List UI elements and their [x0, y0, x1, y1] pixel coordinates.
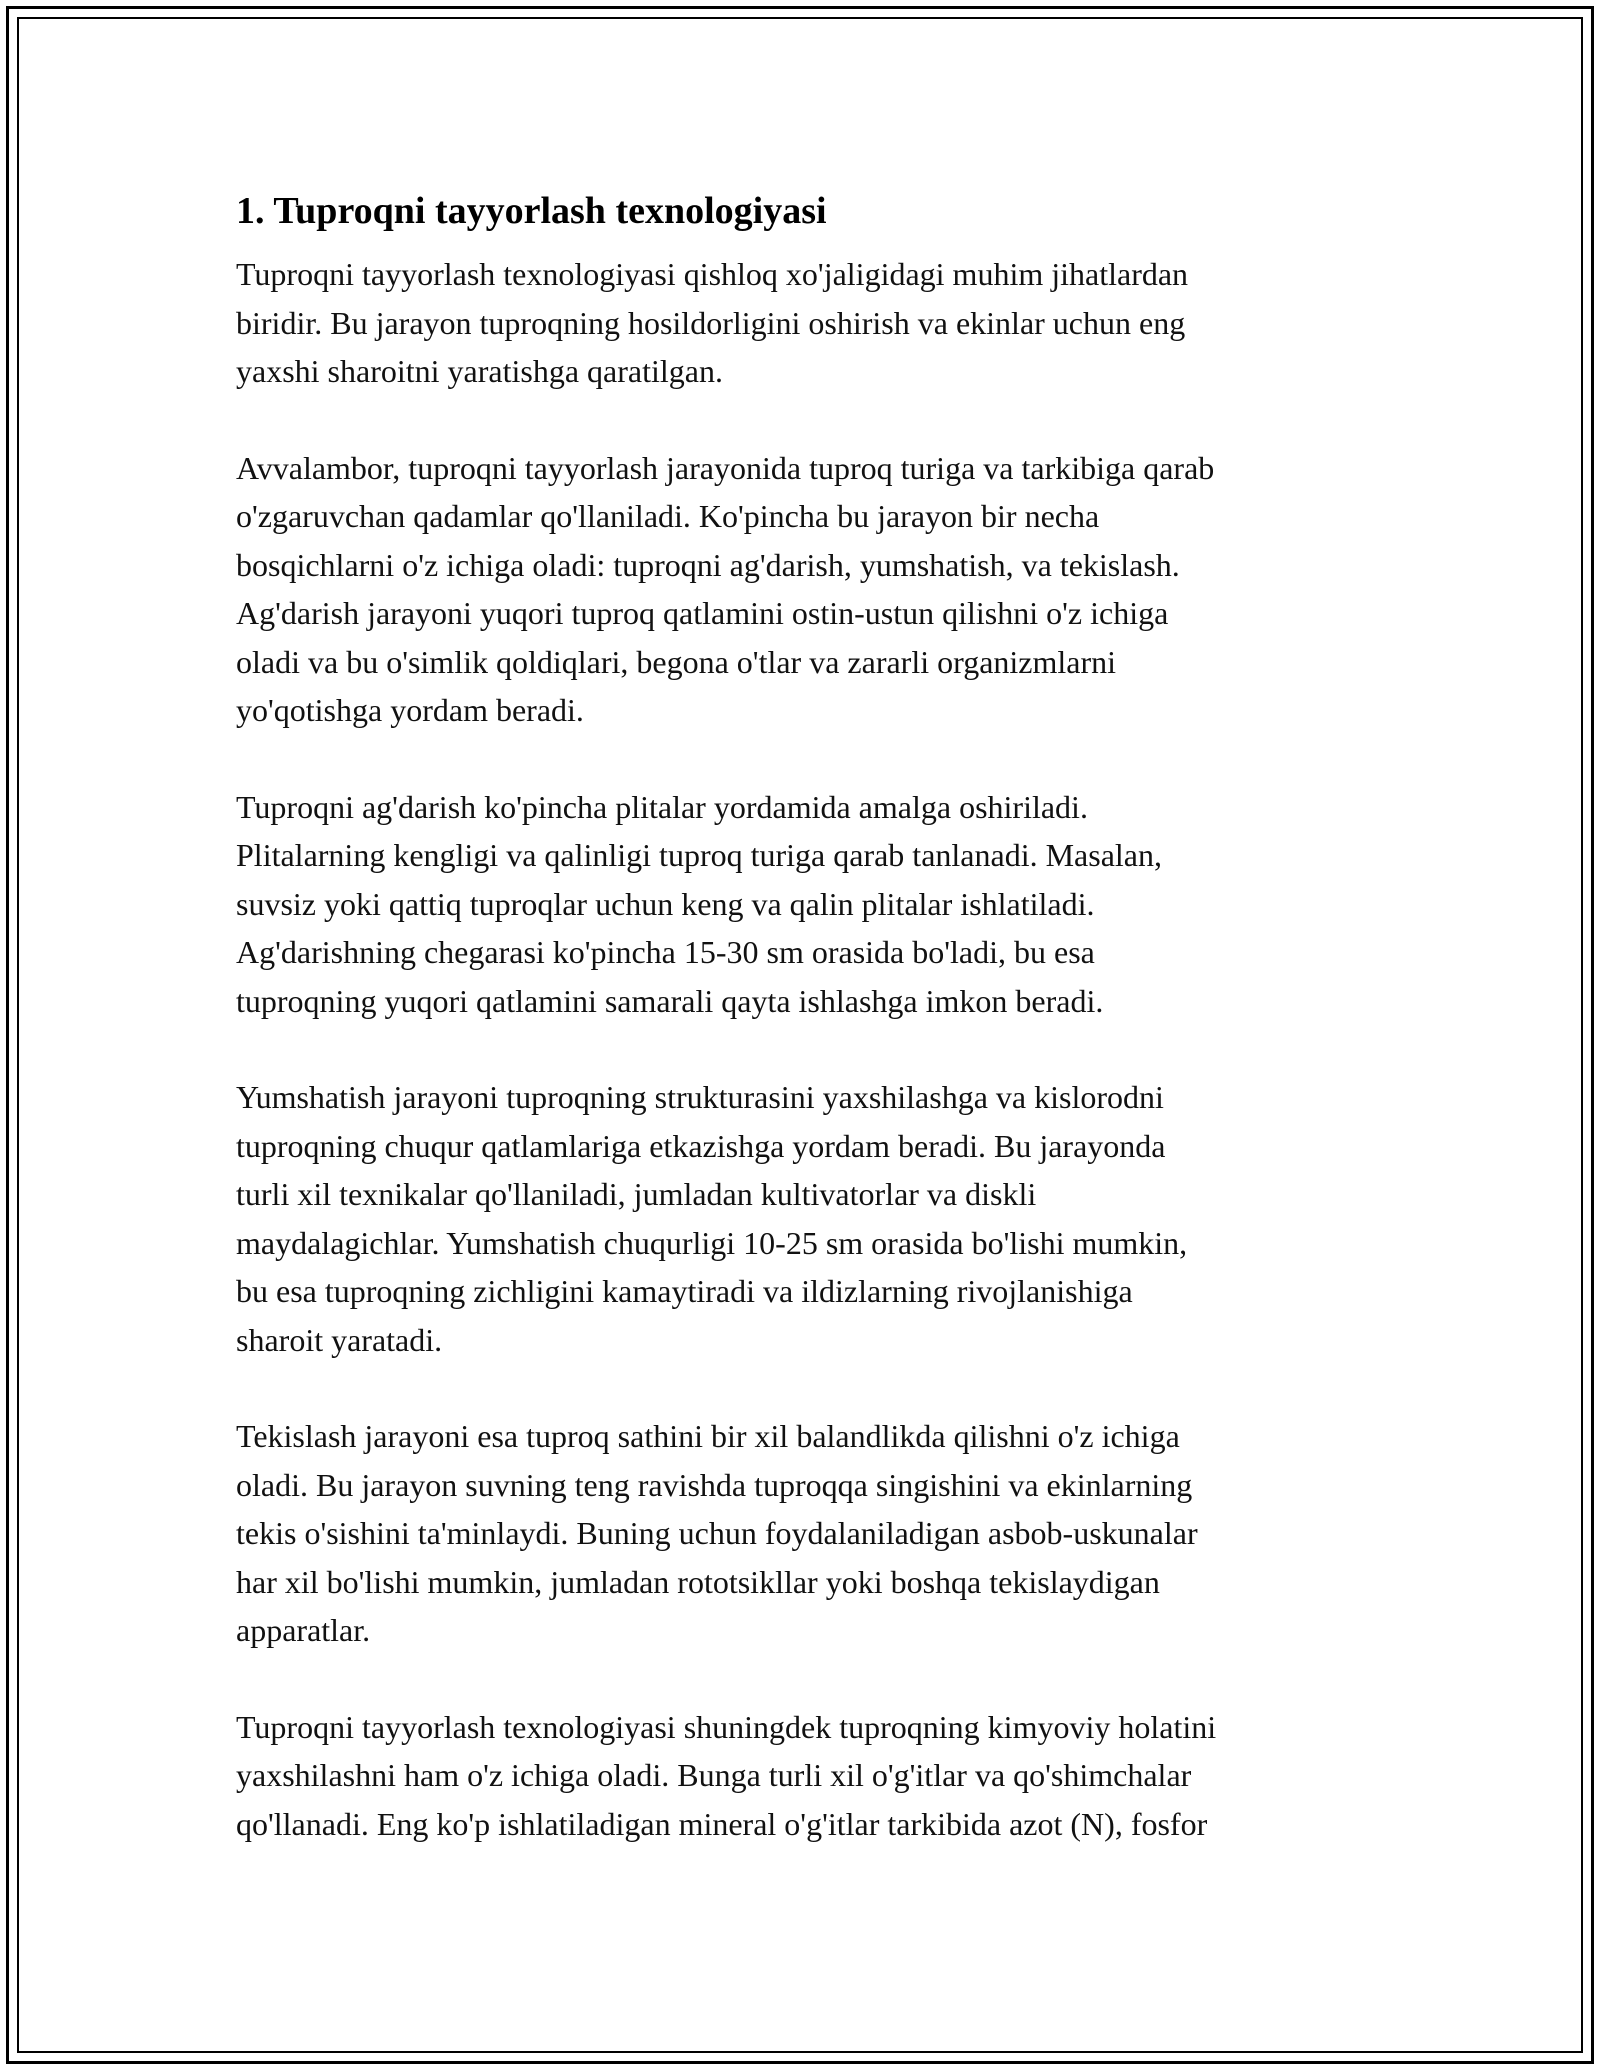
paragraph-plowing: Tuproqni ag'darish ko'pincha plitalar yordamida amalga oshiriladi. Plitalarning kengligi va qalinligi tuproq turiga qarab tanlanadi. Masalan, suvsiz yoki qattiq tuproqlar uchun keng va qalin plitalar ishlatiladi. Ag'darishning chegarasi ko'pincha 15-30 sm orasida bo'ladi, bu esa tuproqning yuqori qatlamini samarali qayta ishlashga imkon beradi.	[236, 788, 1162, 1019]
paragraph-leveling: Tekislash jarayoni esa tuproq sathini bir xil balandlikda qilishni o'z ichiga oladi. Bu jarayon suvning teng ravishda tuproqqa singishini va ekinlarning tekis o'sishini ta'minlaydi. Buning uchun foydalaniladigan asbob-uskunalar har xil bo'lishi mumkin, jumladan rototsikllar yoki boshqa tekislaydigan apparatlar.	[236, 1418, 1198, 1648]
paragraph-loosening: Yumshatish jarayoni tuproqning strukturasini yaxshilashga va kislorodni tuproqning chuqur qatlamlariga etkazishga yordam beradi. Bu jarayonda turli xil texnikalar qo'llaniladi, jumladan kultivatorlar va diskli maydalagichlar. Yumshatish chuqurligi 10-25 sm orasida bo'lishi mumkin, bu esa tuproqning zichligini kamaytiradi va ildizlarning rivojlanishiga sharoit yaratadi.	[236, 1079, 1188, 1358]
paragraph-chemical: Tuproqni tayyorlash texnologiyasi shuningdek tuproqning kimyoviy holatini yaxshilashni ham o'z ichiga oladi. Bunga turli xil o'g'itlar va qo'shimchalar qo'llanadi. Eng ko'p ishlatiladigan mineral o'g'itlar tarkibida azot (N), fosfor	[236, 1708, 1217, 1842]
paragraph-intro: Tuproqni tayyorlash texnologiyasi qishloq xo'jaligidagi muhim jihatlardan biridir. Bu jarayon tuproqning hosildorligini oshirish va ekinlar uchun eng yaxshi sharoitni yaratishga qaratilgan.	[236, 256, 1189, 389]
paragraph-stages: Avvalambor, tuproqni tayyorlash jarayonida tuproq turiga va tarkibiga qarab o'zgaruvchan qadamlar qo'llaniladi. Ko'pincha bu jarayon bir necha bosqichlarni o'z ichiga oladi: tuproqni ag'darish, yumshatish, va tekislash. Ag'darish jarayoni yuqori tuproq qatlamini ostin-ustun qilishni o'z ichiga oladi va bu o'simlik qoldiqlari, begona o'tlar va zararli organizmlarni yo'qotishga yordam beradi.	[236, 449, 1215, 728]
section-heading: 1. Tuproqni tayyorlash texnologiyasi	[236, 190, 827, 232]
document-body	[236, 186, 1366, 1896]
